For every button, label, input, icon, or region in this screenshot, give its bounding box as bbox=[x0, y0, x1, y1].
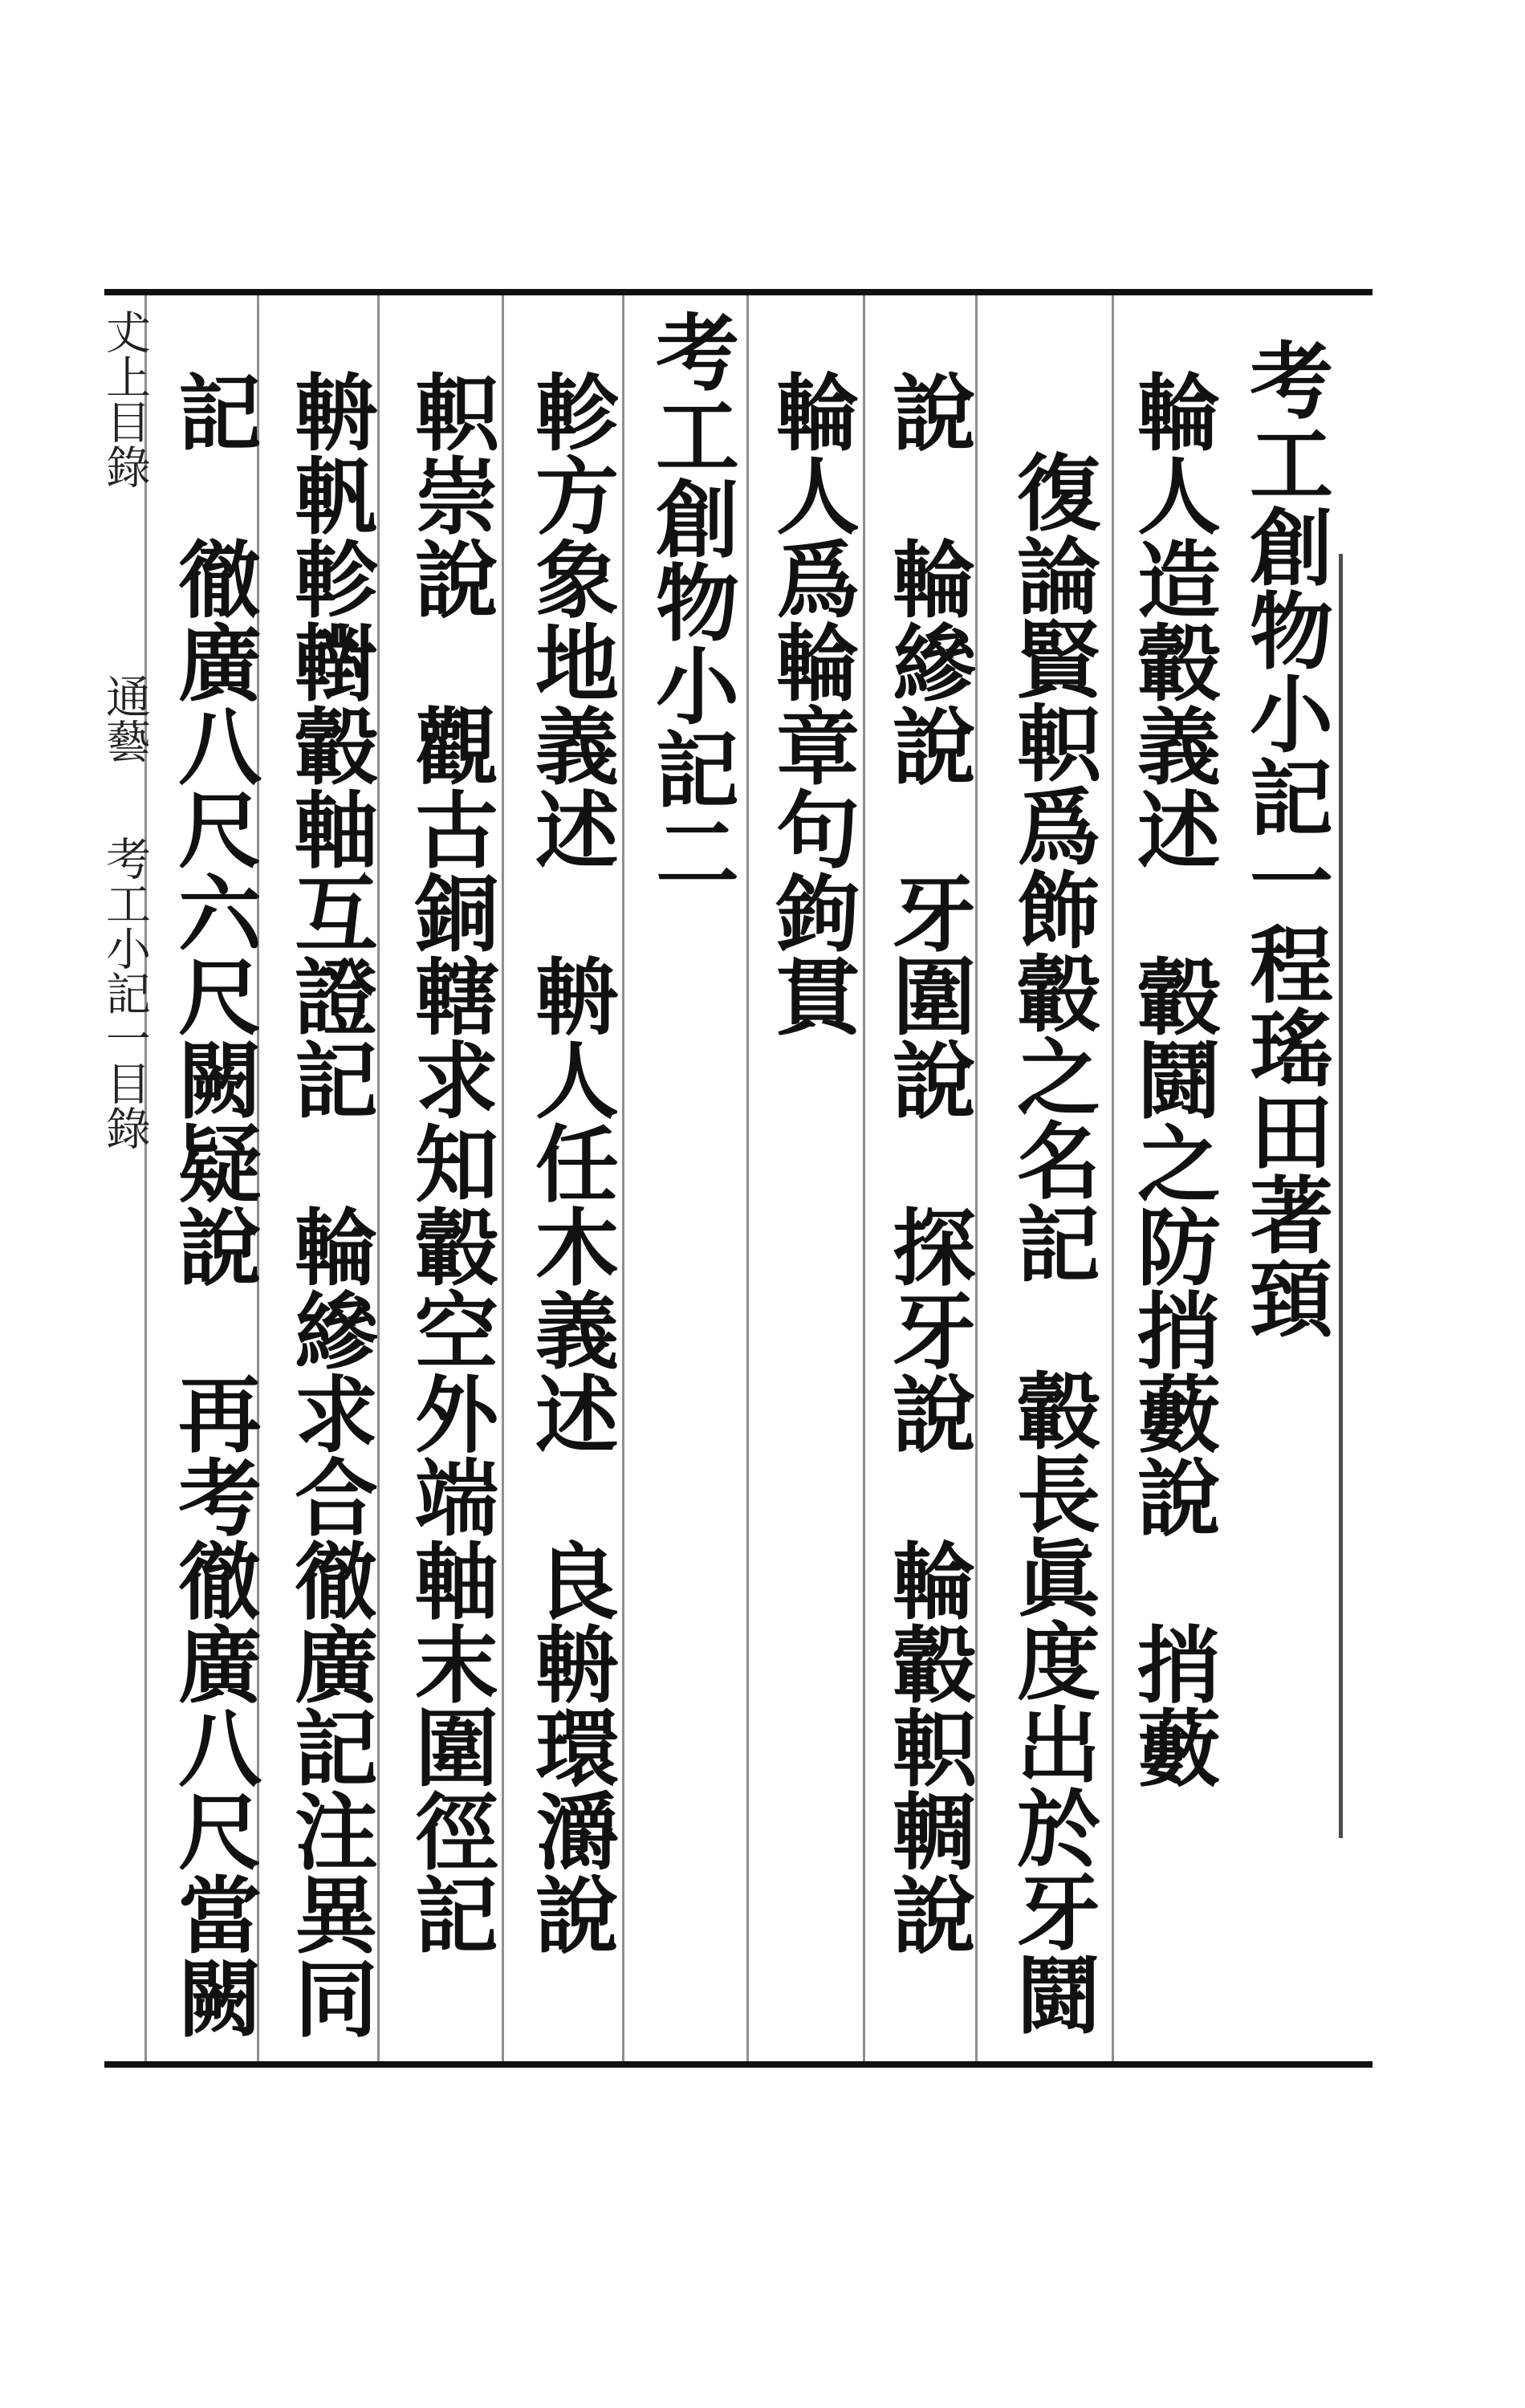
toc-entry: 軫方象地義述 輈人任木義述 良輈環灂說 bbox=[521, 369, 620, 1955]
toc-entry: 輪人爲輪章句鉤貫 bbox=[762, 369, 860, 1037]
toc-column bbox=[393, 369, 506, 1955]
toc-column bbox=[871, 369, 983, 1955]
toc-entry: 記 徹廣八尺六尺闕疑說 再考徹廣八尺當闕 bbox=[164, 369, 262, 2039]
toc-entry: 復論賢軹爲飾轂之名記 轂長眞度出於牙鬪 bbox=[1002, 449, 1101, 2036]
bottom-border-rule bbox=[104, 2061, 1372, 2068]
top-border-rule bbox=[104, 289, 1372, 295]
toc-column bbox=[1116, 369, 1228, 1788]
toc-column bbox=[273, 369, 385, 2039]
section-title: 考工創物小記二 bbox=[641, 309, 740, 893]
toc-entry: 輈軓軫轛轂軸互證記 輪縿求合徹廣記注異同 bbox=[280, 369, 379, 2039]
title-column bbox=[1228, 337, 1340, 1339]
author-suffix: 𩒐 bbox=[1235, 1255, 1334, 1339]
column-separator bbox=[1112, 295, 1114, 2061]
toc-column bbox=[514, 369, 626, 1955]
margin-header-bottom: 考工小記一目錄 bbox=[99, 836, 151, 1150]
page-title: 考工創物小記一 bbox=[1235, 337, 1334, 921]
column-separator bbox=[746, 295, 749, 2061]
toc-column bbox=[754, 369, 867, 1037]
margin-header-middle: 通藝 bbox=[99, 673, 151, 763]
toc-column bbox=[157, 369, 269, 2039]
toc-entry: 輪人造轂義述 轂鬪之防捎藪說 捎藪 bbox=[1123, 369, 1222, 1788]
section-title-column bbox=[634, 309, 746, 893]
author-name: 程瑤田著 bbox=[1235, 921, 1334, 1255]
toc-entry: 軹崇說 觀古銅轄求知轂空外端軸末圍徑記 bbox=[401, 369, 499, 1955]
margin-header-top: 𠀋上目錄 bbox=[99, 309, 151, 489]
toc-entry: 說 輪縿說 牙圍說 探牙說 輪轂軹輖說 bbox=[878, 369, 977, 1955]
toc-column bbox=[995, 449, 1108, 2036]
margin-header bbox=[96, 309, 152, 1150]
